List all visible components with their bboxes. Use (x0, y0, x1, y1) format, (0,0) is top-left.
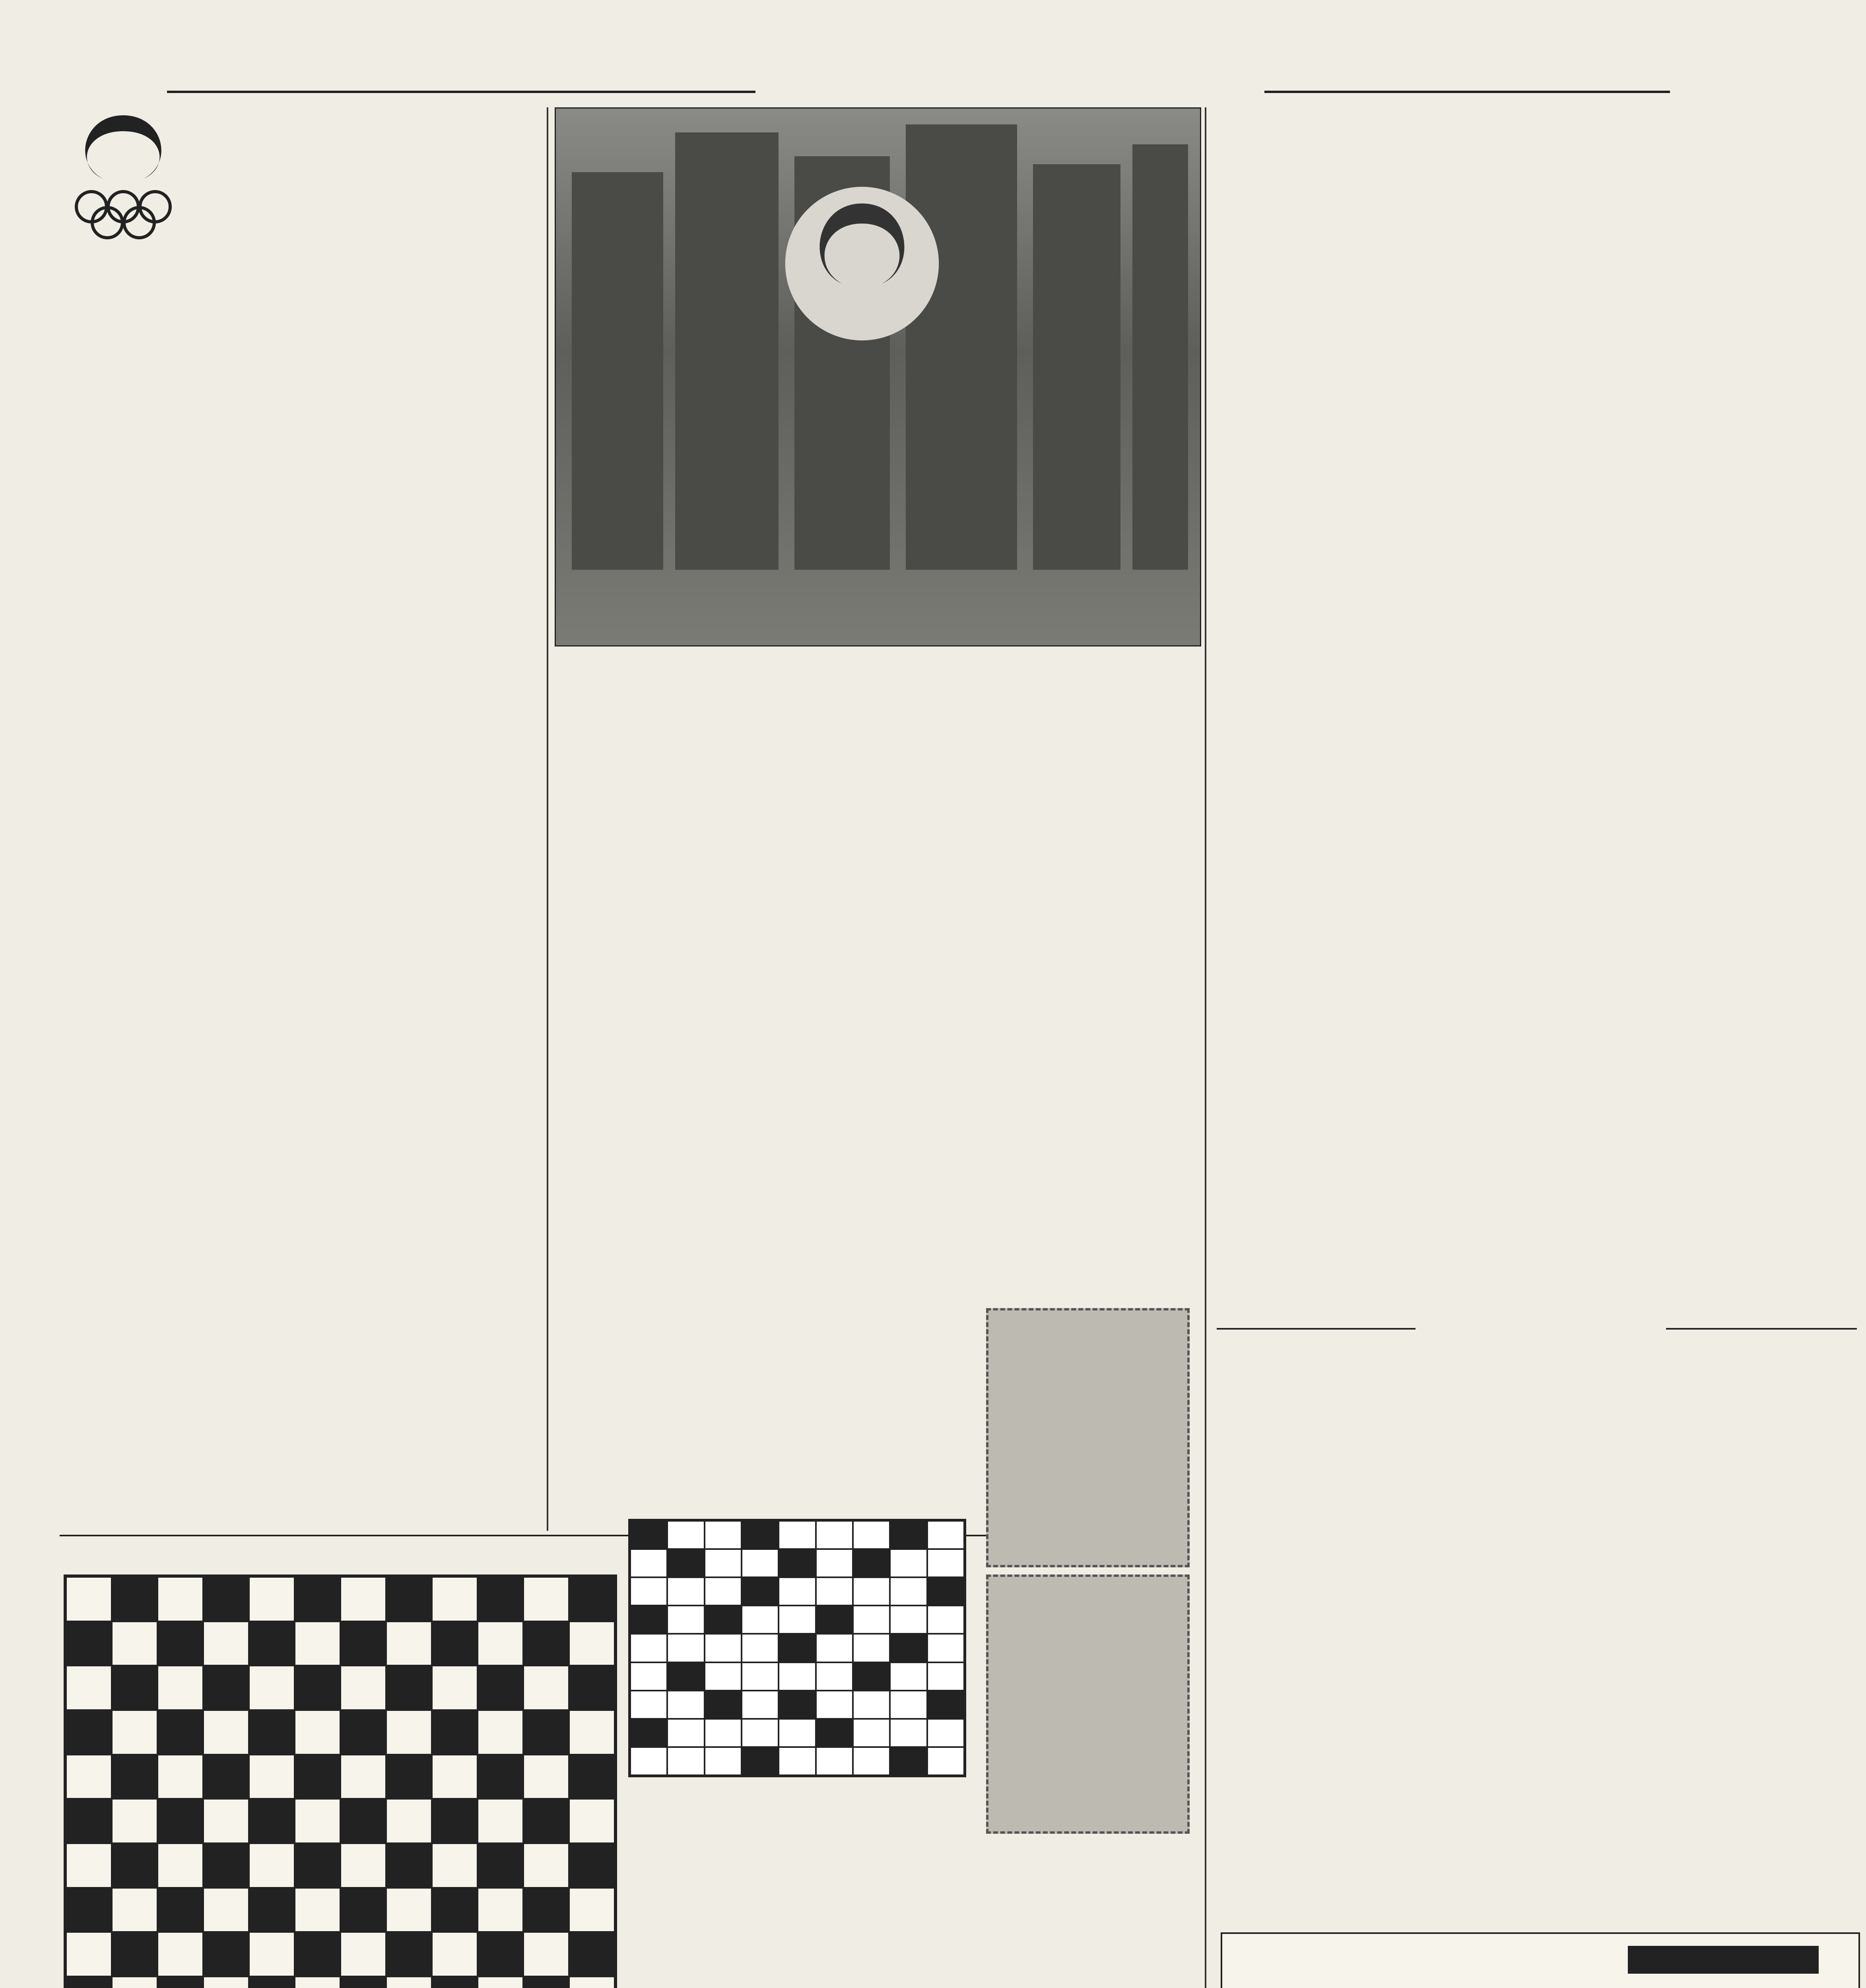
column-divider (547, 107, 548, 1531)
mosaic-column-1 (557, 795, 759, 1523)
incident-column-2 (1431, 1423, 1642, 1861)
mosaic-column-2 (771, 795, 978, 1523)
fashion-column-1 (1280, 239, 1491, 1312)
olympics-lead-text (60, 278, 298, 1523)
checkers-puzzle-board (64, 1574, 617, 1988)
seoul-emblem-flag-icon (779, 180, 946, 347)
fashion-column-2 (1503, 239, 1710, 1312)
incident-rule-left (1217, 1328, 1416, 1330)
crossword-grid (628, 1519, 966, 1777)
fashion-column-3 (1722, 239, 1857, 1292)
photo-caption (555, 648, 1024, 692)
header-rule-left (167, 91, 755, 93)
header-rule-right (1264, 91, 1670, 93)
olympic-stamp-2 (986, 1574, 1190, 1834)
column-divider (1205, 107, 1206, 1988)
incident-column-3 (1654, 1423, 1857, 1845)
olympic-village-photo (555, 107, 1201, 646)
cartoon-drawing (1221, 1932, 1860, 1988)
stamps-caption (986, 1837, 1185, 1889)
crossword-clues (628, 1781, 978, 1988)
olympic-stamp-1 (986, 1308, 1190, 1567)
seoul-emblem-icon (60, 107, 187, 250)
incident-column-1 (1221, 1423, 1419, 1861)
olympics-column-2 (314, 278, 537, 1523)
cartoon-illustration-icon (1222, 1934, 1858, 1988)
incident-rule-right (1666, 1328, 1857, 1330)
